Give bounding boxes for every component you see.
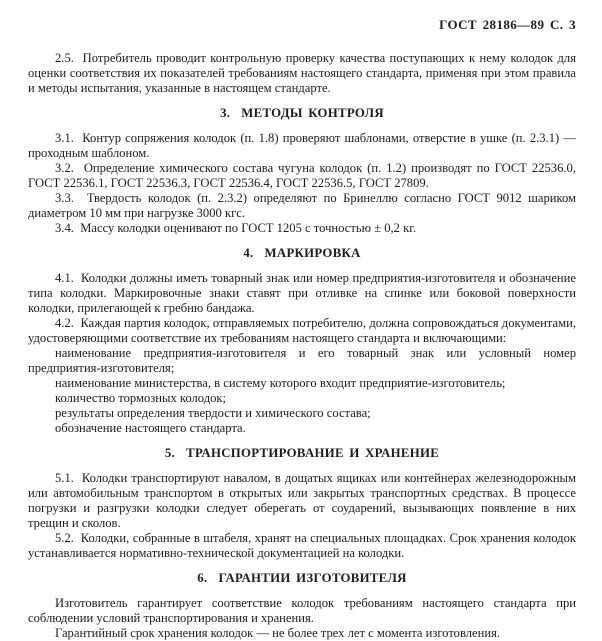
section-heading-marking: 4. МАРКИРОВКА	[243, 246, 361, 260]
section-heading-methods: 3. МЕТОДЫ КОНТРОЛЯ	[220, 106, 384, 120]
list-item-test-results: результаты определения твердости и химического состава;	[55, 406, 371, 420]
section-heading-transport-storage: 5. ТРАНСПОРТИРОВАНИЕ И ХРАНЕНИЕ	[164, 446, 440, 460]
paragraph-3-4: 3.4. Массу колодки оценивают по ГОСТ 1205 с точностью ± 0,2 кг.	[55, 221, 417, 235]
section-heading-warranty: 6. ГАРАНТИИ ИЗГОТОВИТЕЛЯ	[197, 571, 407, 585]
paragraph-5-1: 5.1. Колодки транспортируют навалом, в дощатых ящиках или контейнерах железнодорожным или автомобильным транспортом в открытых или закрытых транспортных средствах. В процессе погрузки и разгрузки колодки следует оберегать от соударений, вызывающих появление в них трещин и сколов.	[28, 471, 576, 530]
paragraph-warranty-conformity: Изготовитель гарантирует соответствие колодок требованиям настоящего стандарта при соблюдении условий транспортирования и хранения.	[28, 596, 576, 625]
list-item-manufacturer-name: наименование предприятия-изготовителя и его товарный знак или условный номер предприятия-изготовителя;	[28, 346, 576, 375]
paragraph-4-1: 4.1. Колодки должны иметь товарный знак или номер предприятия-изготовителя и обозначение типа колодки. Маркировочные знаки ставят при отливке на спинке или боковой поверхности колодки, прилегающей к гребню бандажа.	[28, 271, 576, 315]
paragraph-warranty-term: Гарантийный срок хранения колодок — не более трех лет с момента изготовления.	[55, 626, 501, 640]
paragraph-3-3: 3.3. Твердость колодок (п. 2.3.2) определяют по Бринеллю согласно ГОСТ 9012 шариком диаметром 10 мм при нагрузке 3000 кгс.	[28, 191, 576, 220]
paragraph-3-1: 3.1. Контур сопряжения колодок (п. 1.8) проверяют шаблонами, отверстие в ушке (п. 2.3.1) — проходным шаблоном.	[28, 131, 576, 160]
paragraph-3-2: 3.2. Определение химического состава чугуна колодок (п. 1.2) производят по ГОСТ 22536.0, ГОСТ 22536.1, ГОСТ 22536.3, ГОСТ 22536.4, ГОСТ 22536.5, ГОСТ 27809.	[28, 161, 576, 190]
paragraph-4-2: 4.2. Каждая партия колодок, отправляемых потребителю, должна сопровождаться документами, удостоверяющими соответствие их требованиям настоящего стандарта и включающими:	[28, 316, 576, 345]
list-item-quantity: количество тормозных колодок;	[55, 391, 227, 405]
page-header-ref: ГОСТ 28186—89 С. 3	[439, 17, 576, 32]
list-item-standard-designation: обозначение настоящего стандарта.	[55, 421, 246, 435]
paragraph-2-5: 2.5. Потребитель проводит контрольную проверку качества поступающих к нему колодок для оценки соответствия их показателей требованиям настоящего стандарта, применяя при этом правила и методы испытания, указанные в настоящем стандарте.	[28, 51, 576, 95]
paragraph-5-2: 5.2. Колодки, собранные в штабеля, хранят на специальных площадках. Срок хранения колодок устанавливается нормативно-технической документацией на колодки.	[28, 531, 576, 560]
list-item-ministry-name: наименование министерства, в систему которого входит предприятие-изготовитель;	[55, 376, 506, 390]
